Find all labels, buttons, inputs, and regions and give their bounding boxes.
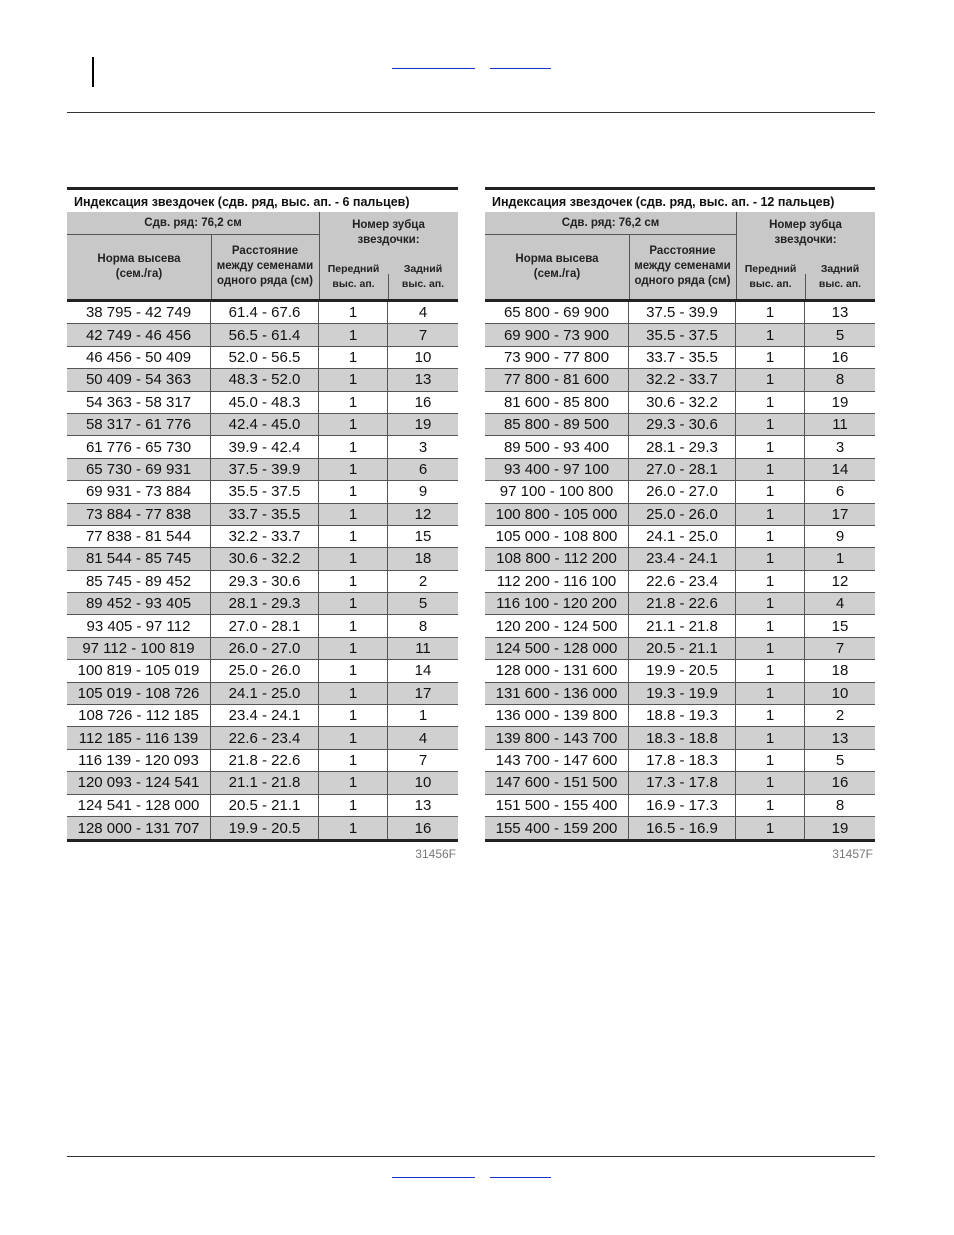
- seed-spacing-label: Расстояние между семенами одного ряда (см): [216, 245, 314, 287]
- seed-spacing-cell: 16.9 - 17.3: [629, 795, 736, 816]
- table-row: [67, 593, 458, 615]
- seed-spacing-cell: 33.7 - 35.5: [211, 504, 319, 525]
- rear-tooth-cell: 11: [832, 416, 848, 434]
- seed-spacing-cell: 27.0 - 28.1: [629, 459, 736, 480]
- table-row: [67, 615, 458, 637]
- seeding-rate-cell: 93 400 - 97 100: [485, 459, 629, 480]
- table-row: [485, 526, 875, 548]
- front-tooth-cell: 1: [736, 302, 805, 323]
- seed-spacing-cell: 29.3 - 30.6: [211, 571, 319, 592]
- front-tooth-cell: 1: [736, 795, 805, 816]
- seed-spacing-cell: 35.5 - 37.5: [629, 324, 736, 345]
- sprocket-table-6-finger: [67, 187, 458, 861]
- rear-tooth-cell: 7: [418, 752, 428, 769]
- front-tooth-cell: 1: [319, 459, 388, 480]
- front-header-label: Передний выс. ап.: [744, 262, 797, 290]
- seed-spacing-cell: 45.0 - 48.3: [211, 392, 319, 413]
- front-tooth-cell: 1: [736, 526, 805, 547]
- table-row: [67, 369, 458, 391]
- seed-spacing-cell: 61.4 - 67.6: [211, 302, 319, 323]
- seed-spacing-cell: 30.6 - 32.2: [211, 548, 319, 569]
- front-tooth-cell: 1: [319, 302, 388, 323]
- front-tooth-cell: 1: [319, 638, 388, 659]
- table-row: [485, 392, 875, 414]
- seeding-rate-cell: 73 900 - 77 800: [485, 347, 629, 368]
- front-tooth-cell: 1: [736, 683, 805, 704]
- table-title: Индексация звездочек (сдв. ряд, выс. ап. - 6 пальцев): [67, 187, 458, 212]
- table-row: [67, 817, 458, 839]
- footer-rule: [67, 1156, 875, 1157]
- seed-spacing-cell: 33.7 - 35.5: [629, 347, 736, 368]
- front-tooth-cell: 1: [736, 504, 805, 525]
- seeding-rate-cell: 131 600 - 136 000: [485, 683, 629, 704]
- table-row: [485, 795, 875, 817]
- table-row: [67, 683, 458, 705]
- seed-spacing-cell: 21.8 - 22.6: [211, 750, 319, 771]
- seeding-rate-cell: 128 000 - 131 600: [485, 660, 629, 681]
- table-row: [67, 324, 458, 346]
- rear-tooth-cell: 13: [831, 304, 849, 322]
- rear-tooth-cell: 11: [415, 640, 431, 658]
- header-link-next[interactable]: [490, 68, 551, 69]
- table-row: [67, 795, 458, 817]
- figure-id: 31456F: [415, 847, 456, 862]
- seed-spacing-cell: 23.4 - 24.1: [211, 705, 319, 726]
- rear-tooth-cell: 9: [835, 528, 845, 546]
- seeding-rate-cell: 81 600 - 85 800: [485, 392, 629, 413]
- tooth-number-label: Номер зубца звездочки:: [352, 219, 425, 246]
- rear-tooth-cell: 4: [418, 304, 428, 322]
- front-tooth-cell: 1: [319, 392, 388, 413]
- rear-header-label: Задний выс. ап.: [401, 262, 445, 290]
- rear-tooth-cell: 12: [831, 572, 849, 590]
- table-row: [67, 727, 458, 749]
- rear-tooth-cell: 16: [831, 774, 849, 792]
- seeding-rate-cell: 128 000 - 131 707: [67, 817, 211, 839]
- seeding-rate-cell: 136 000 - 139 800: [485, 705, 629, 726]
- seeding-rate-cell: 42 749 - 46 456: [67, 324, 211, 345]
- front-tooth-cell: 1: [319, 795, 388, 816]
- seeding-rate-cell: 69 931 - 73 884: [67, 481, 211, 502]
- rear-tooth-cell: 9: [418, 483, 428, 501]
- table-row: [67, 548, 458, 570]
- seed-spacing-cell: 39.9 - 42.4: [211, 436, 319, 457]
- rear-tooth-cell: 10: [831, 684, 849, 702]
- seed-spacing-cell: 56.5 - 61.4: [211, 324, 319, 345]
- seed-spacing-cell: 32.2 - 33.7: [629, 369, 736, 390]
- seeding-rate-cell: 147 600 - 151 500: [485, 772, 629, 793]
- front-tooth-cell: 1: [319, 526, 388, 547]
- table-row: [485, 347, 875, 369]
- seeding-rate-cell: 139 800 - 143 700: [485, 727, 629, 748]
- footer-link-next[interactable]: [490, 1177, 551, 1178]
- rear-tooth-cell: 19: [831, 393, 849, 411]
- rear-tooth-cell: 4: [835, 595, 845, 613]
- row-spacing-label: Сдв. ряд: 76,2 см: [561, 216, 660, 229]
- seeding-rate-cell: 155 400 - 159 200: [485, 817, 629, 839]
- seed-spacing-label: Расстояние между семенами одного ряда (см): [634, 245, 731, 287]
- rear-tooth-cell: 1: [418, 707, 428, 725]
- rear-tooth-cell: 5: [835, 326, 845, 344]
- seeding-rate-cell: 120 200 - 124 500: [485, 615, 629, 636]
- table-row: [485, 817, 875, 839]
- seeding-rate-cell: 69 900 - 73 900: [485, 324, 629, 345]
- seeding-rate-cell: 108 800 - 112 200: [485, 548, 629, 569]
- table-row: [485, 504, 875, 526]
- seeding-rate-cell: 77 800 - 81 600: [485, 369, 629, 390]
- seeding-rate-cell: 105 019 - 108 726: [67, 683, 211, 704]
- seeding-rate-cell: 116 139 - 120 093: [67, 750, 211, 771]
- seed-spacing-cell: 19.3 - 19.9: [629, 683, 736, 704]
- rear-tooth-cell: 15: [414, 528, 432, 546]
- front-tooth-cell: 1: [319, 548, 388, 569]
- seed-spacing-cell: 29.3 - 30.6: [629, 414, 736, 435]
- seeding-rate-cell: 38 795 - 42 749: [67, 302, 211, 323]
- table-row: [485, 615, 875, 637]
- front-header-label: Передний выс. ап.: [327, 262, 380, 290]
- front-tooth-cell: 1: [319, 481, 388, 502]
- table-row: [67, 392, 458, 414]
- seed-spacing-cell: 19.9 - 20.5: [211, 817, 319, 839]
- seed-spacing-cell: 25.0 - 26.0: [211, 660, 319, 681]
- table-row: [485, 324, 875, 346]
- rear-tooth-cell: 3: [418, 438, 428, 456]
- seeding-rate-cell: 85 745 - 89 452: [67, 571, 211, 592]
- footer-link-prev[interactable]: [392, 1177, 475, 1178]
- table-row: [67, 414, 458, 436]
- rear-tooth-cell: 2: [418, 572, 428, 590]
- rear-tooth-cell: 16: [414, 393, 432, 411]
- rear-header-label: Задний выс. ап.: [818, 262, 862, 290]
- seeding-rate-cell: 112 200 - 116 100: [485, 571, 629, 592]
- table-row: [67, 526, 458, 548]
- seeding-rate-cell: 50 409 - 54 363: [67, 369, 211, 390]
- rear-tooth-cell: 5: [418, 595, 428, 613]
- front-tooth-cell: 1: [319, 705, 388, 726]
- seed-spacing-cell: 37.5 - 39.9: [211, 459, 319, 480]
- table-row: [485, 414, 875, 436]
- table-row: [67, 571, 458, 593]
- front-tooth-cell: 1: [319, 347, 388, 368]
- rear-tooth-cell: 18: [414, 550, 432, 568]
- seed-spacing-cell: 17.3 - 17.8: [629, 772, 736, 793]
- front-tooth-cell: 1: [736, 459, 805, 480]
- table-body: [485, 302, 875, 839]
- seeding-rate-cell: 54 363 - 58 317: [67, 392, 211, 413]
- front-tooth-cell: 1: [736, 324, 805, 345]
- rear-tooth-cell: 15: [831, 617, 849, 635]
- rear-tooth-cell: 19: [414, 416, 432, 434]
- table-row: [485, 302, 875, 324]
- table-row: [485, 459, 875, 481]
- rear-tooth-cell: 17: [831, 505, 849, 523]
- rear-tooth-cell: 18: [831, 662, 849, 680]
- front-tooth-cell: 1: [736, 817, 805, 839]
- front-tooth-cell: 1: [736, 436, 805, 457]
- rear-tooth-cell: 14: [831, 460, 849, 478]
- table-row: [485, 593, 875, 615]
- rear-tooth-cell: 13: [414, 371, 432, 389]
- seeding-rate-cell: 65 730 - 69 931: [67, 459, 211, 480]
- front-tooth-cell: 1: [736, 593, 805, 614]
- table-row: [485, 369, 875, 391]
- seed-spacing-cell: 28.1 - 29.3: [629, 436, 736, 457]
- seeding-rate-cell: 120 093 - 124 541: [67, 772, 211, 793]
- front-tooth-cell: 1: [319, 727, 388, 748]
- sprocket-table-12-finger: [485, 187, 875, 861]
- front-tooth-cell: 1: [319, 504, 388, 525]
- seed-spacing-cell: 21.1 - 21.8: [629, 615, 736, 636]
- front-tooth-cell: 1: [319, 750, 388, 771]
- rear-tooth-cell: 6: [835, 483, 845, 501]
- table-body: [67, 302, 458, 839]
- table-row: [485, 638, 875, 660]
- seeding-rate-cell: 112 185 - 116 139: [67, 727, 211, 748]
- seeding-rate-cell: 93 405 - 97 112: [67, 615, 211, 636]
- seeding-rate-cell: 46 456 - 50 409: [67, 347, 211, 368]
- rear-tooth-cell: 2: [835, 707, 845, 725]
- seed-spacing-cell: 32.2 - 33.7: [211, 526, 319, 547]
- table-row: [485, 436, 875, 458]
- table-header: [485, 212, 875, 302]
- seed-spacing-cell: 25.0 - 26.0: [629, 504, 736, 525]
- table-row: [485, 683, 875, 705]
- rear-tooth-cell: 6: [418, 460, 428, 478]
- seed-spacing-cell: 30.6 - 32.2: [629, 392, 736, 413]
- table-row: [67, 660, 458, 682]
- tooth-number-label: Номер зубца звездочки:: [769, 219, 842, 246]
- table-header: [67, 212, 458, 302]
- rear-tooth-cell: 8: [418, 617, 428, 635]
- seeding-rate-cell: 97 112 - 100 819: [67, 638, 211, 659]
- front-tooth-cell: 1: [736, 772, 805, 793]
- seed-spacing-cell: 20.5 - 21.1: [629, 638, 736, 659]
- table-title: Индексация звездочек (сдв. ряд, выс. ап. - 12 пальцев): [485, 187, 875, 212]
- front-tooth-cell: 1: [736, 705, 805, 726]
- front-tooth-cell: 1: [736, 571, 805, 592]
- table-row: [485, 705, 875, 727]
- front-tooth-cell: 1: [736, 347, 805, 368]
- front-tooth-cell: 1: [319, 414, 388, 435]
- front-tooth-cell: 1: [736, 638, 805, 659]
- table-row: [67, 347, 458, 369]
- seed-spacing-cell: 20.5 - 21.1: [211, 795, 319, 816]
- seeding-rate-cell: 116 100 - 120 200: [485, 593, 629, 614]
- seed-spacing-cell: 24.1 - 25.0: [211, 683, 319, 704]
- seeding-rate-cell: 58 317 - 61 776: [67, 414, 211, 435]
- seeding-rate-cell: 105 000 - 108 800: [485, 526, 629, 547]
- rear-tooth-cell: 13: [414, 796, 432, 814]
- rear-tooth-cell: 1: [835, 550, 845, 568]
- front-tooth-cell: 1: [736, 392, 805, 413]
- table-row: [485, 750, 875, 772]
- front-tooth-cell: 1: [319, 571, 388, 592]
- rear-tooth-cell: 4: [418, 729, 428, 747]
- front-tooth-cell: 1: [736, 548, 805, 569]
- seed-spacing-cell: 37.5 - 39.9: [629, 302, 736, 323]
- seed-spacing-cell: 19.9 - 20.5: [629, 660, 736, 681]
- seed-spacing-cell: 35.5 - 37.5: [211, 481, 319, 502]
- seed-spacing-cell: 26.0 - 27.0: [211, 638, 319, 659]
- front-tooth-cell: 1: [319, 593, 388, 614]
- seed-spacing-cell: 26.0 - 27.0: [629, 481, 736, 502]
- rear-tooth-cell: 17: [414, 684, 432, 702]
- seeding-rate-cell: 89 500 - 93 400: [485, 436, 629, 457]
- seed-spacing-cell: 23.4 - 24.1: [629, 548, 736, 569]
- rear-tooth-cell: 16: [831, 348, 849, 366]
- front-tooth-cell: 1: [319, 660, 388, 681]
- rear-tooth-cell: 7: [835, 640, 845, 658]
- seeding-rate-cell: 81 544 - 85 745: [67, 548, 211, 569]
- table-row: [485, 660, 875, 682]
- table-row: [67, 705, 458, 727]
- seed-spacing-cell: 27.0 - 28.1: [211, 615, 319, 636]
- seed-spacing-cell: 28.1 - 29.3: [211, 593, 319, 614]
- rear-tooth-cell: 16: [414, 819, 432, 837]
- seed-spacing-cell: 17.8 - 18.3: [629, 750, 736, 771]
- seeding-rate-cell: 124 541 - 128 000: [67, 795, 211, 816]
- header-corner-bar: [92, 57, 94, 87]
- seed-spacing-cell: 21.8 - 22.6: [629, 593, 736, 614]
- figure-id: 31457F: [832, 847, 873, 862]
- seeding-rate-cell: 151 500 - 155 400: [485, 795, 629, 816]
- rear-tooth-cell: 5: [835, 752, 845, 769]
- table-row: [67, 638, 458, 660]
- seeding-rate-cell: 85 800 - 89 500: [485, 414, 629, 435]
- row-spacing-label: Сдв. ряд: 76,2 см: [144, 216, 242, 229]
- seeding-rate-cell: 124 500 - 128 000: [485, 638, 629, 659]
- table-row: [485, 772, 875, 794]
- rear-tooth-cell: 12: [414, 505, 432, 523]
- front-tooth-cell: 1: [319, 772, 388, 793]
- table-row: [67, 750, 458, 772]
- seed-spacing-cell: 22.6 - 23.4: [629, 571, 736, 592]
- rear-tooth-cell: 7: [418, 326, 428, 344]
- header-rule: [67, 112, 875, 113]
- front-tooth-cell: 1: [736, 615, 805, 636]
- seeding-rate-cell: 108 726 - 112 185: [67, 705, 211, 726]
- rear-tooth-cell: 10: [414, 774, 432, 792]
- seed-spacing-cell: 48.3 - 52.0: [211, 369, 319, 390]
- seed-spacing-cell: 21.1 - 21.8: [211, 772, 319, 793]
- seeding-rate-cell: 65 800 - 69 900: [485, 302, 629, 323]
- seeding-rate-cell: 143 700 - 147 600: [485, 750, 629, 771]
- seed-spacing-cell: 42.4 - 45.0: [211, 414, 319, 435]
- rear-tooth-cell: 8: [835, 796, 845, 814]
- front-tooth-cell: 1: [736, 660, 805, 681]
- front-tooth-cell: 1: [736, 750, 805, 771]
- front-tooth-cell: 1: [319, 683, 388, 704]
- table-row: [485, 727, 875, 749]
- seeding-rate-cell: 100 819 - 105 019: [67, 660, 211, 681]
- seeding-rate-cell: 73 884 - 77 838: [67, 504, 211, 525]
- front-tooth-cell: 1: [319, 436, 388, 457]
- seed-spacing-cell: 52.0 - 56.5: [211, 347, 319, 368]
- table-row: [67, 481, 458, 503]
- front-tooth-cell: 1: [319, 817, 388, 839]
- rear-tooth-cell: 8: [835, 371, 845, 389]
- table-row: [67, 436, 458, 458]
- front-tooth-cell: 1: [736, 369, 805, 390]
- rear-tooth-cell: 10: [414, 348, 432, 366]
- rear-tooth-cell: 14: [414, 662, 432, 680]
- seeding-rate-cell: 97 100 - 100 800: [485, 481, 629, 502]
- front-tooth-cell: 1: [736, 727, 805, 748]
- header-link-prev[interactable]: [392, 68, 475, 69]
- front-tooth-cell: 1: [736, 481, 805, 502]
- seed-spacing-cell: 16.5 - 16.9: [629, 817, 736, 839]
- table-row: [485, 481, 875, 503]
- table-row: [485, 548, 875, 570]
- front-tooth-cell: 1: [736, 414, 805, 435]
- rear-tooth-cell: 19: [831, 819, 849, 837]
- table-row: [67, 459, 458, 481]
- seed-spacing-cell: 24.1 - 25.0: [629, 526, 736, 547]
- rear-tooth-cell: 3: [835, 438, 845, 456]
- table-row: [67, 772, 458, 794]
- seeding-rate-label: Норма высева (сем./га): [515, 252, 599, 280]
- seed-spacing-cell: 22.6 - 23.4: [211, 727, 319, 748]
- seed-spacing-cell: 18.3 - 18.8: [629, 727, 736, 748]
- table-row: [485, 571, 875, 593]
- seeding-rate-cell: 89 452 - 93 405: [67, 593, 211, 614]
- table-row: [67, 302, 458, 324]
- seeding-rate-cell: 77 838 - 81 544: [67, 526, 211, 547]
- front-tooth-cell: 1: [319, 615, 388, 636]
- table-row: [67, 504, 458, 526]
- seed-spacing-cell: 18.8 - 19.3: [629, 705, 736, 726]
- front-tooth-cell: 1: [319, 369, 388, 390]
- seeding-rate-cell: 61 776 - 65 730: [67, 436, 211, 457]
- rear-tooth-cell: 13: [831, 729, 849, 747]
- seeding-rate-cell: 100 800 - 105 000: [485, 504, 629, 525]
- seeding-rate-label: Норма высева (сем./га): [97, 252, 181, 280]
- front-tooth-cell: 1: [319, 324, 388, 345]
